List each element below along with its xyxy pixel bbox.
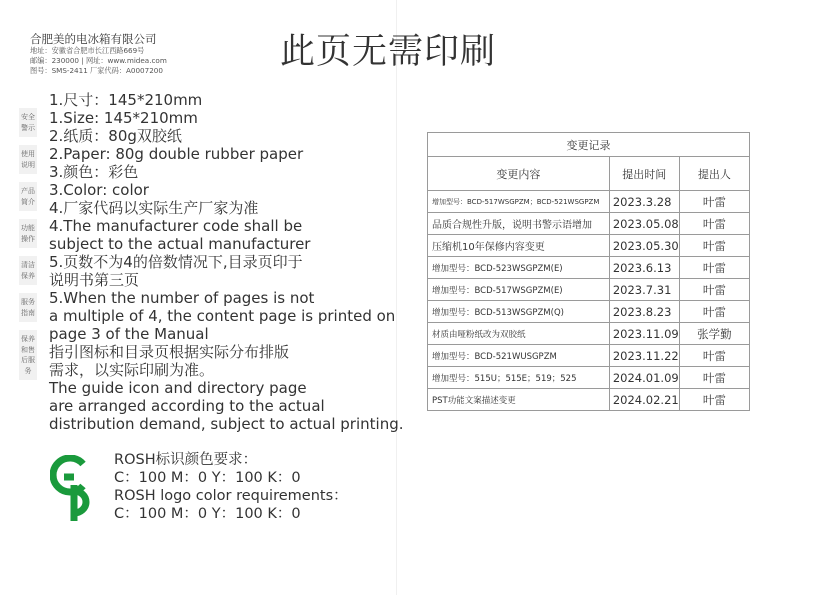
side-tab-column — [19, 108, 37, 388]
spec-line: 3.颜色：彩色 — [49, 163, 139, 181]
change-person: 叶雷 — [679, 235, 749, 257]
table-row — [428, 235, 750, 257]
side-tab — [19, 219, 37, 248]
table-row — [428, 257, 750, 279]
table-row — [428, 191, 750, 213]
change-person: 叶雷 — [679, 367, 749, 389]
table-row — [428, 301, 750, 323]
change-log-title: 变更记录 — [428, 133, 750, 157]
side-tab — [19, 293, 37, 322]
side-tab-label: 安全警示 — [21, 113, 35, 132]
side-tab-label: 产品简介 — [21, 187, 35, 206]
table-row — [428, 345, 750, 367]
spec-line: 需求，以实际印刷为准。 — [49, 361, 215, 379]
print-specifications — [49, 91, 404, 433]
spec-line: 说明书第三页 — [49, 271, 140, 289]
change-person: 叶雷 — [679, 257, 749, 279]
no-print-notice: 此页无需印刷 — [280, 32, 497, 72]
spec-line: 5.When the number of pages is not — [49, 289, 315, 307]
change-person: 叶雷 — [679, 213, 749, 235]
side-tab-label: 服务指南 — [21, 298, 35, 317]
change-date: 2023.11.22 — [609, 345, 679, 367]
column-header: 提出人 — [679, 157, 749, 191]
change-date: 2023.8.23 — [609, 301, 679, 323]
spec-line: 1.尺寸：145*210mm — [49, 91, 203, 109]
change-person: 叶雷 — [679, 279, 749, 301]
company-postal-web: 邮编：230000 | 网址：www.midea.com — [30, 56, 167, 65]
change-date: 2023.05.08 — [609, 213, 679, 235]
spec-line: subject to the actual manufacturer — [49, 235, 311, 253]
spec-line: 2.纸质：80g双胶纸 — [49, 127, 182, 145]
spec-line: distribution demand, subject to actual printing. — [49, 415, 404, 433]
spec-line: 2.Paper: 80g double rubber paper — [49, 145, 304, 163]
spec-line: 1.Size: 145*210mm — [49, 109, 198, 127]
side-tab — [19, 330, 37, 380]
spec-line: 5.页数不为4的倍数情况下,目录页印于 — [49, 253, 303, 271]
change-person: 张学勤 — [679, 323, 749, 345]
change-person: 叶雷 — [679, 301, 749, 323]
spec-line: a multiple of 4, the content page is printed on — [49, 307, 396, 325]
spec-line: 3.Color: color — [49, 181, 149, 199]
change-content: 压缩机10年保修内容变更 — [428, 235, 610, 257]
change-content: 增加型号：BCD-523WSGPZM(E) — [428, 257, 610, 279]
rosh-line: ROSH标识颜色要求： — [114, 452, 258, 468]
company-info — [30, 32, 167, 76]
change-date: 2023.7.31 — [609, 279, 679, 301]
table-row — [428, 323, 750, 345]
change-person: 叶雷 — [679, 389, 749, 411]
rohs-logo-icon — [50, 455, 104, 523]
change-content: 增加型号：BCD-521WUSGPZM — [428, 345, 610, 367]
change-content: 品质合规性升版，说明书警示语增加 — [428, 213, 610, 235]
table-row — [428, 389, 750, 411]
spec-line: page 3 of the Manual — [49, 325, 209, 343]
spec-line: 指引图标和目录页根据实际分布排版 — [49, 343, 290, 361]
side-tab — [19, 145, 37, 174]
side-tab-label: 保养和售后服务 — [21, 335, 35, 375]
change-log-table — [427, 132, 750, 411]
side-tab-label: 清洁保养 — [21, 261, 35, 280]
change-person: 叶雷 — [679, 191, 749, 213]
spec-line: are arranged according to the actual — [49, 397, 325, 415]
change-content: PST功能文案描述变更 — [428, 389, 610, 411]
change-content: 增加型号：515U；515E；519；525 — [428, 367, 610, 389]
spec-line: The guide icon and directory page — [49, 379, 307, 397]
rosh-line: ROSH logo color requirements： — [114, 488, 348, 504]
change-date: 2023.6.13 — [609, 257, 679, 279]
side-tab — [19, 182, 37, 211]
company-doc-code: 图号：SMS-2411 厂家代码：A0007200 — [30, 66, 163, 75]
rosh-line: C：100 M：0 Y：100 K：0 — [114, 506, 301, 522]
side-tab — [19, 108, 37, 137]
column-header: 变更内容 — [428, 157, 610, 191]
spec-line: 4.The manufacturer code shall be — [49, 217, 303, 235]
column-header: 提出时间 — [609, 157, 679, 191]
change-content: 材质由哑粉纸改为双胶纸 — [428, 323, 610, 345]
change-content: 增加型号：BCD-517WSGPZM；BCD-521WSGPZM — [428, 191, 610, 213]
table-row — [428, 213, 750, 235]
company-name: 合肥美的电冰箱有限公司 — [30, 32, 157, 46]
spec-line: 4.厂家代码以实际生产厂家为准 — [49, 199, 259, 217]
side-tab-label: 功能操作 — [21, 224, 35, 243]
rosh-color-text — [114, 451, 348, 523]
rosh-line: C：100 M：0 Y：100 K：0 — [114, 470, 301, 486]
change-date: 2023.05.30 — [609, 235, 679, 257]
change-date: 2023.11.09 — [609, 323, 679, 345]
side-tab — [19, 256, 37, 285]
change-date: 2023.3.28 — [609, 191, 679, 213]
change-content: 增加型号：BCD-517WSGPZM(E) — [428, 279, 610, 301]
change-date: 2024.01.09 — [609, 367, 679, 389]
company-address: 地址：安徽省合肥市长江西路669号 — [30, 46, 145, 55]
side-tab-label: 使用说明 — [21, 150, 35, 169]
table-row — [428, 279, 750, 301]
change-date: 2024.02.21 — [609, 389, 679, 411]
table-row — [428, 367, 750, 389]
change-person: 叶雷 — [679, 345, 749, 367]
change-content: 增加型号：BCD-513WSGPZM(Q) — [428, 301, 610, 323]
